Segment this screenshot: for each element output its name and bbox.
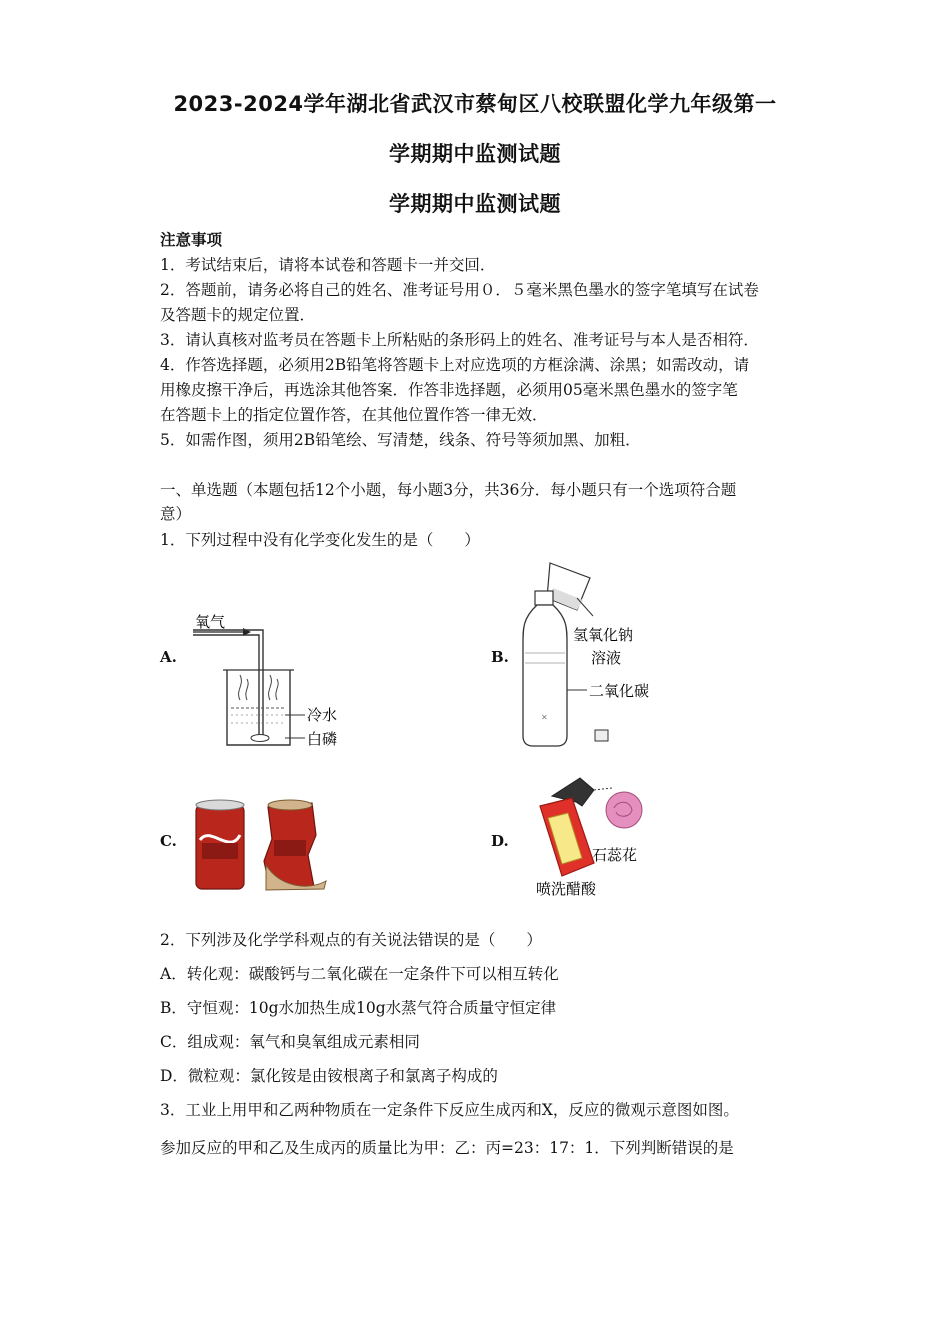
bottle-mark: ✕ (541, 713, 548, 722)
oxygen-label: 氧气 (195, 613, 226, 631)
q1-option-b-label: B. (491, 648, 509, 666)
co2-label: 二氧化碳 (589, 682, 650, 700)
plastic-bottle (523, 605, 567, 746)
white-phosphorus-label: 白磷 (307, 730, 338, 748)
naoh-label-2: 溶液 (591, 649, 622, 667)
spray-label-text: 喷洗醋酸 (536, 880, 597, 898)
bottle-cap (535, 591, 553, 605)
crushed-can-top (268, 800, 312, 810)
notice-item: 1．考试结束后，请将本试卷和答题卡一并交回． (160, 256, 496, 274)
litmus-flower-label: 石蕊花 (592, 846, 638, 864)
q3-stem-line2: 参加反应的甲和乙及生成丙的质量比为甲：乙：丙=23：17：1．下列判断错误的是 (160, 1139, 734, 1157)
can-top (196, 800, 244, 810)
page-title-line2: 学期期中监测试题 (389, 142, 561, 166)
pointer-line (577, 598, 593, 616)
notice-item: 3．请认真核对监考员在答题卡上所粘贴的条形码上的姓名、准考证号与本人是否相符． (160, 331, 759, 349)
notice-item: 在答题卡上的指定位置作答，在其他位置作答一律无效． (160, 406, 548, 424)
rose-icon (606, 792, 642, 828)
cold-water-label: 冷水 (307, 706, 338, 724)
q2-option-b: B．守恒观：10g水加热生成10g水蒸气符合质量守恒定律 (160, 999, 557, 1017)
section-heading-line2: 意） (160, 505, 192, 523)
q1-figure-c (190, 795, 335, 895)
q1-figure-a (185, 605, 365, 750)
q1-option-c-label: C. (160, 832, 177, 850)
gas-tube-inner (193, 635, 259, 740)
notice-item: 用橡皮擦干净后，再选涂其他答案．作答非选择题，必须用05毫米黑色墨水的签字笔 (160, 381, 738, 399)
spray-mist (594, 788, 612, 790)
q2-option-c: C．组成观：氧气和臭氧组成元素相同 (160, 1033, 420, 1051)
notice-item: 及答题卡的规定位置． (160, 306, 316, 324)
loose-cap (595, 730, 608, 741)
q1-option-d-label: D. (491, 832, 509, 850)
page-title-line3: 学期期中监测试题 (389, 192, 561, 216)
gas-tube (193, 630, 263, 740)
notice-item: 2．答题前，请务必将自己的姓名、准考证号用０．５毫米黑色墨水的签字笔填写在试卷 (160, 281, 759, 299)
can-logo (202, 843, 238, 859)
q3-stem-line1: 3．工业上用甲和乙两种物质在一定条件下反应生成丙和X，反应的微观示意图如图。 (160, 1101, 739, 1119)
page-title-line1: 2023-2024学年湖北省武汉市蔡甸区八校联盟化学九年级第一 (173, 92, 777, 116)
notice-item: 5．如需作图，须用2B铅笔绘、写清楚，线条、符号等须加黑、加粗． (160, 431, 641, 449)
q2-stem: 2．下列涉及化学学科观点的有关说法错误的是（ ） (160, 931, 542, 949)
q1-figure-d (522, 768, 682, 898)
naoh-label-1: 氢氧化钠 (573, 626, 634, 644)
phosphorus-piece (251, 735, 269, 742)
q1-figure-b (515, 558, 695, 750)
notice-heading: 注意事项 (160, 230, 223, 249)
notice-item: 4．作答选择题，必须用2B铅笔将答题卡上对应选项的方框涂满、涂黑；如需改动，请 (160, 356, 750, 374)
q1-option-a-label: A. (160, 648, 177, 666)
section-heading-line1: 一、单选题（本题包括12个小题，每小题3分，共36分．每小题只有一个选项符合题 (160, 481, 737, 499)
crushed-can-logo (274, 840, 306, 856)
q2-option-a: A．转化观：碳酸钙与二氧化碳在一定条件下可以相互转化 (160, 965, 559, 983)
q1-stem: 1．下列过程中没有化学变化发生的是（ ） (160, 531, 480, 549)
q2-option-d: D．微粒观：氯化铵是由铵根离子和氯离子构成的 (160, 1067, 498, 1085)
